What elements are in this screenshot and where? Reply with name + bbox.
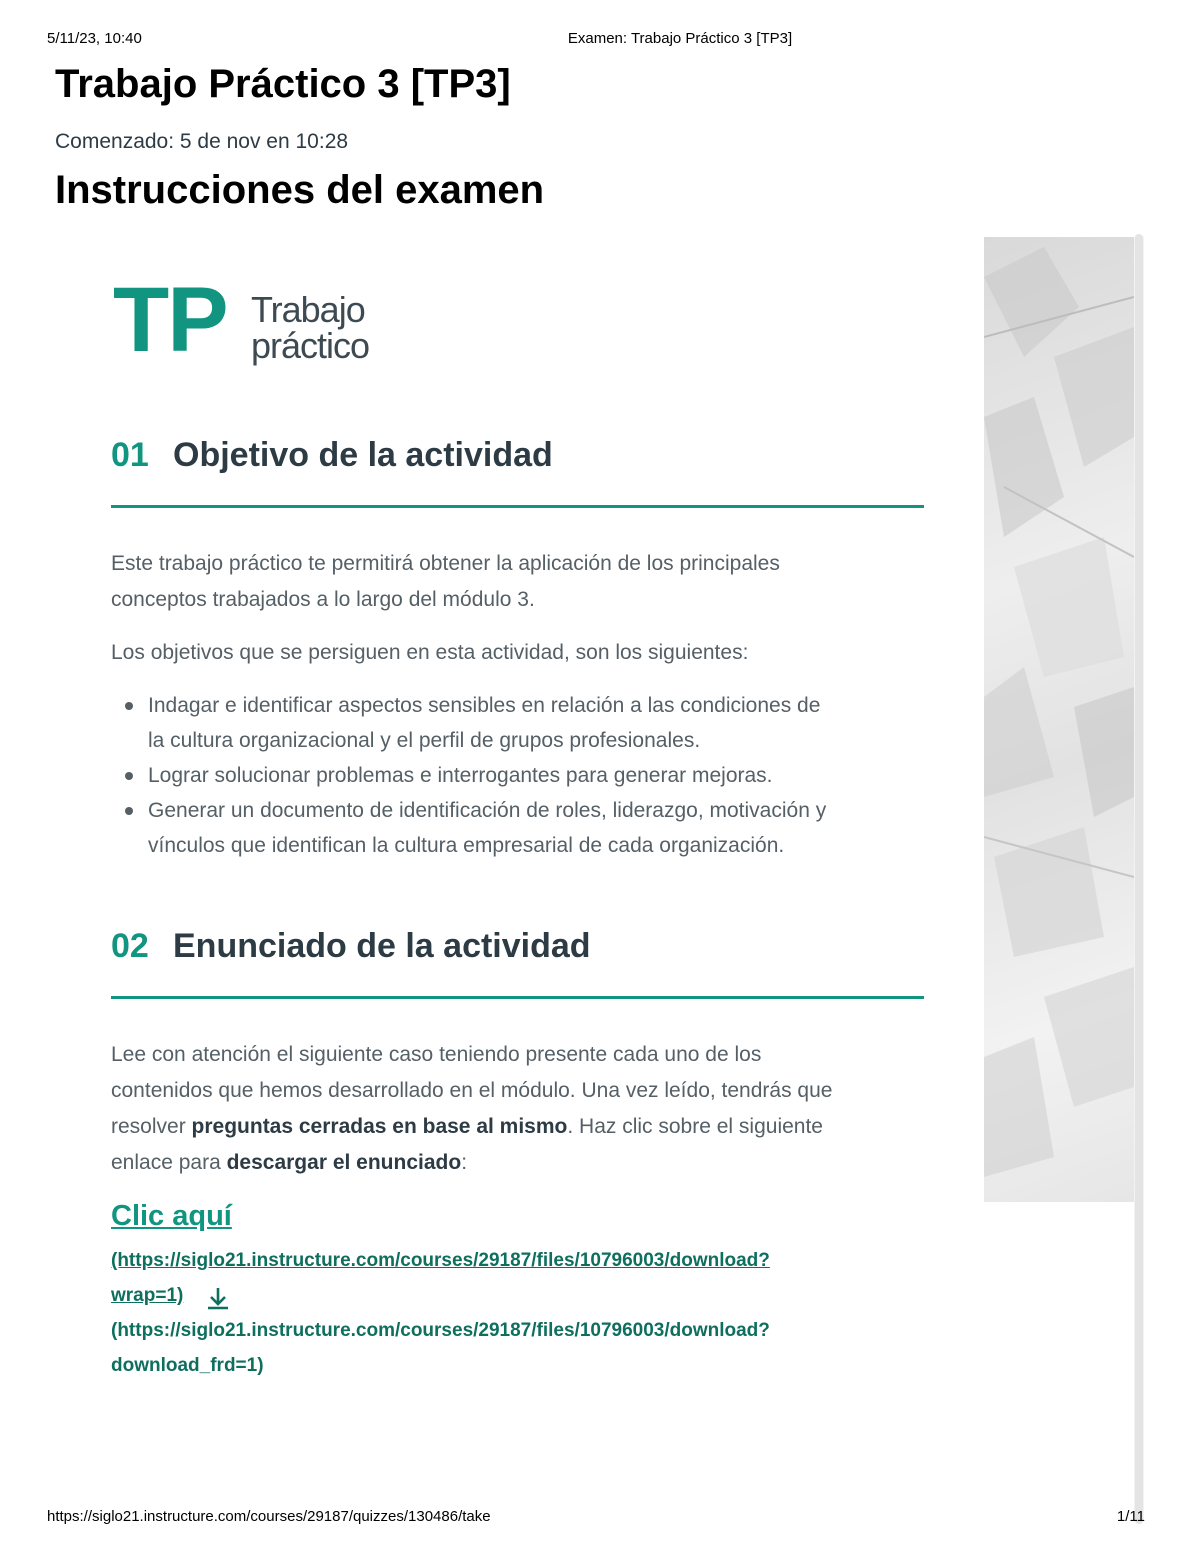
page-title: Trabajo Práctico 3 [TP3] (55, 62, 511, 106)
logo-word-1: Trabajo (251, 289, 365, 330)
list-item-text: Indagar e identificar aspectos sensibles en relación a las condiciones de (148, 694, 821, 717)
paragraph-text: . Haz clic sobre el siguiente (567, 1115, 823, 1138)
print-footer (0, 1508, 1200, 1526)
section-title: Objetivo de la actividad (173, 436, 553, 474)
banner-pattern (984, 237, 1134, 1202)
started-timestamp: Comenzado: 5 de nov en 10:28 (55, 130, 349, 153)
bullet-icon (125, 807, 133, 815)
link-url-text[interactable]: (https://siglo21.instructure.com/courses/29187/files/10796003/download? (111, 1320, 770, 1341)
paragraph-text: : (461, 1151, 468, 1174)
section-heading-objetivo (111, 436, 923, 476)
bullet-icon (125, 702, 133, 710)
list-item (111, 688, 931, 758)
statement-paragraph (111, 1037, 931, 1181)
link-url-text[interactable]: wrap=1) (111, 1285, 184, 1306)
section-heading-enunciado (111, 927, 923, 967)
tp-logo (113, 269, 413, 372)
link-url-text[interactable]: (https://siglo21.instructure.com/courses/29187/files/10796003/download? (111, 1250, 770, 1271)
print-header (0, 30, 1200, 48)
list-item-text: vínculos que identifican la cultura empresarial de cada organización. (148, 834, 785, 857)
logo-word-2: práctico (251, 325, 370, 366)
paragraph-text: enlace para (111, 1151, 227, 1174)
print-doc-title: Examen: Trabajo Práctico 3 [TP3] (567, 30, 793, 47)
section-divider (111, 505, 924, 508)
paragraph-line: conceptos trabajados a lo largo del módulo 3. (111, 588, 535, 611)
print-date: 5/11/23, 10:40 (47, 30, 142, 47)
paragraph-text: resolver (111, 1115, 192, 1138)
emphasis-text: descargar el enunciado (226, 1151, 462, 1174)
download-link-frd[interactable] (111, 1313, 770, 1383)
list-item (111, 758, 931, 793)
objective-paragraph (111, 546, 931, 618)
objectives-list (111, 688, 931, 863)
section-number: 01 (111, 436, 149, 474)
paragraph-line: contenidos que hemos desarrollado en el módulo. Una vez leído, tendrás que (111, 1079, 833, 1102)
objectives-intro: Los objetivos que se persiguen en esta actividad, son los siguientes: (111, 641, 749, 664)
page-number: 1/11 (1116, 1508, 1145, 1525)
clic-aqui-link[interactable]: Clic aquí (111, 1200, 232, 1232)
section-number: 02 (111, 927, 149, 965)
emphasis-text: preguntas cerradas en base al mismo (191, 1115, 568, 1138)
link-url-text[interactable]: download_frd=1) (111, 1355, 264, 1376)
logo-letters: TP (113, 269, 227, 371)
list-item-text: la cultura organizacional y el perfil de grupos profesionales. (148, 729, 701, 752)
print-url: https://siglo21.instructure.com/courses/29187/quizzes/130486/take (47, 1508, 491, 1525)
list-item-text: Lograr solucionar problemas e interrogantes para generar mejoras. (148, 764, 773, 787)
paragraph-line: Este trabajo práctico te permitirá obtener la aplicación de los principales (111, 552, 780, 575)
bullet-icon (125, 772, 133, 780)
paragraph-line: Lee con atención el siguiente caso teniendo presente cada uno de los (111, 1043, 762, 1066)
list-item (111, 793, 931, 863)
decorative-banner-image (984, 237, 1134, 1202)
scrollbar-thumb[interactable] (1135, 234, 1143, 1524)
section-divider (111, 996, 924, 999)
section-title: Enunciado de la actividad (173, 927, 591, 965)
instructions-heading: Instrucciones del examen (55, 168, 545, 212)
vertical-scrollbar[interactable] (1134, 234, 1144, 1524)
download-icon[interactable] (204, 1284, 232, 1312)
list-item-text: Generar un documento de identificación de roles, liderazgo, motivación y (148, 799, 827, 822)
